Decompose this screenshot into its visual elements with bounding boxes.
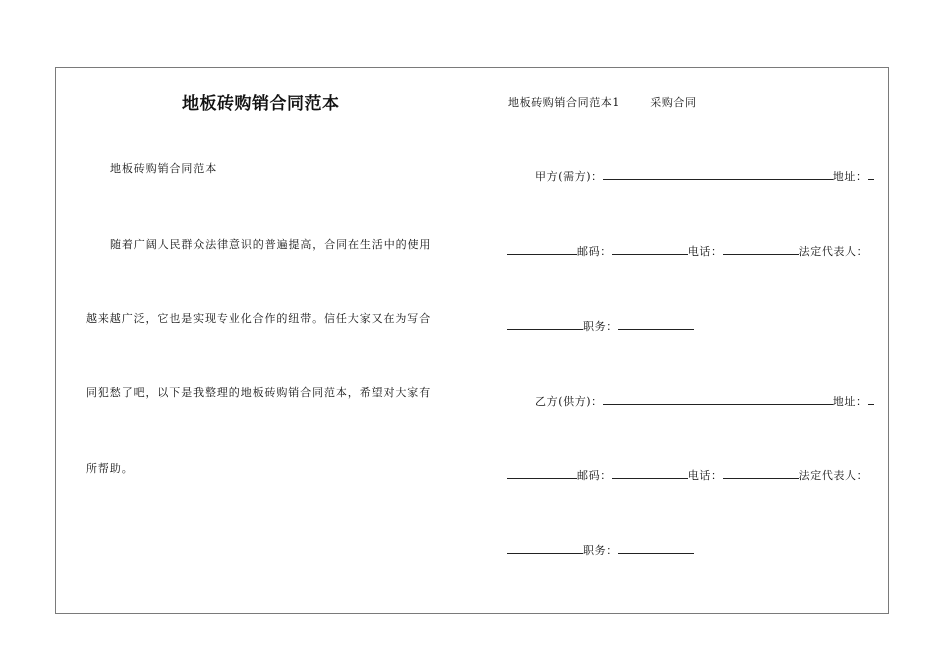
party-b-address-label: 地址： [832,395,868,408]
contract-heading [508,94,697,110]
party-b-address-blank[interactable] [868,394,874,405]
party-b-title-label: 职务： [583,544,618,557]
party-b-rep-blank[interactable] [507,543,583,554]
party-b-address-cont-blank[interactable] [507,468,577,479]
contract-heading-title: 地板砖购销合同范本1 [508,96,620,109]
party-a-title-blank[interactable] [618,319,694,330]
party-a-postcode-label: 邮码： [577,245,612,258]
party-a-phone-blank[interactable] [723,244,799,255]
party-a-title-label: 职务： [583,320,618,333]
party-b-postcode-label: 邮码： [577,469,612,482]
paragraph-line-3: 同犯愁了吧，以下是我整理的地板砖购销合同范本，希望对大家有 [86,386,432,399]
party-a-rep-blank[interactable] [507,319,583,330]
party-b-line [535,393,874,409]
paragraph-line-4: 所帮助。 [86,462,134,475]
party-b-contact-line [507,467,868,483]
party-b-title-blank[interactable] [618,543,694,554]
party-a-title-line [507,318,694,334]
document-subtitle: 地板砖购销合同范本 [110,162,218,175]
party-a-address-cont-blank[interactable] [507,244,577,255]
party-a-phone-label: 电话： [687,245,723,258]
page-frame [55,67,889,614]
party-a-rep-label: 法定代表人： [798,245,869,258]
party-b-title-line [507,542,694,558]
paragraph-line-2: 越来越广泛，它也是实现专业化合作的纽带。信任大家又在为写合 [86,312,432,325]
party-b-rep-label: 法定代表人： [798,469,869,482]
party-a-address-blank[interactable] [868,169,874,180]
party-a-contact-line [507,243,868,259]
party-a-label: 甲方(需方)： [535,170,603,183]
party-b-postcode-blank[interactable] [612,468,688,479]
party-b-label: 乙方(供方)： [535,395,603,408]
party-b-phone-blank[interactable] [723,468,799,479]
document-title: 地板砖购销合同范本 [182,94,340,114]
paragraph-line-1: 随着广阔人民群众法律意识的普遍提高，合同在生活中的使用 [110,238,432,251]
party-b-name-blank[interactable] [603,394,833,405]
contract-heading-type: 采购合同 [650,96,697,109]
party-a-line [535,168,874,184]
party-a-name-blank[interactable] [603,169,833,180]
party-a-address-label: 地址： [832,170,868,183]
party-b-phone-label: 电话： [687,469,723,482]
party-a-postcode-blank[interactable] [612,244,688,255]
